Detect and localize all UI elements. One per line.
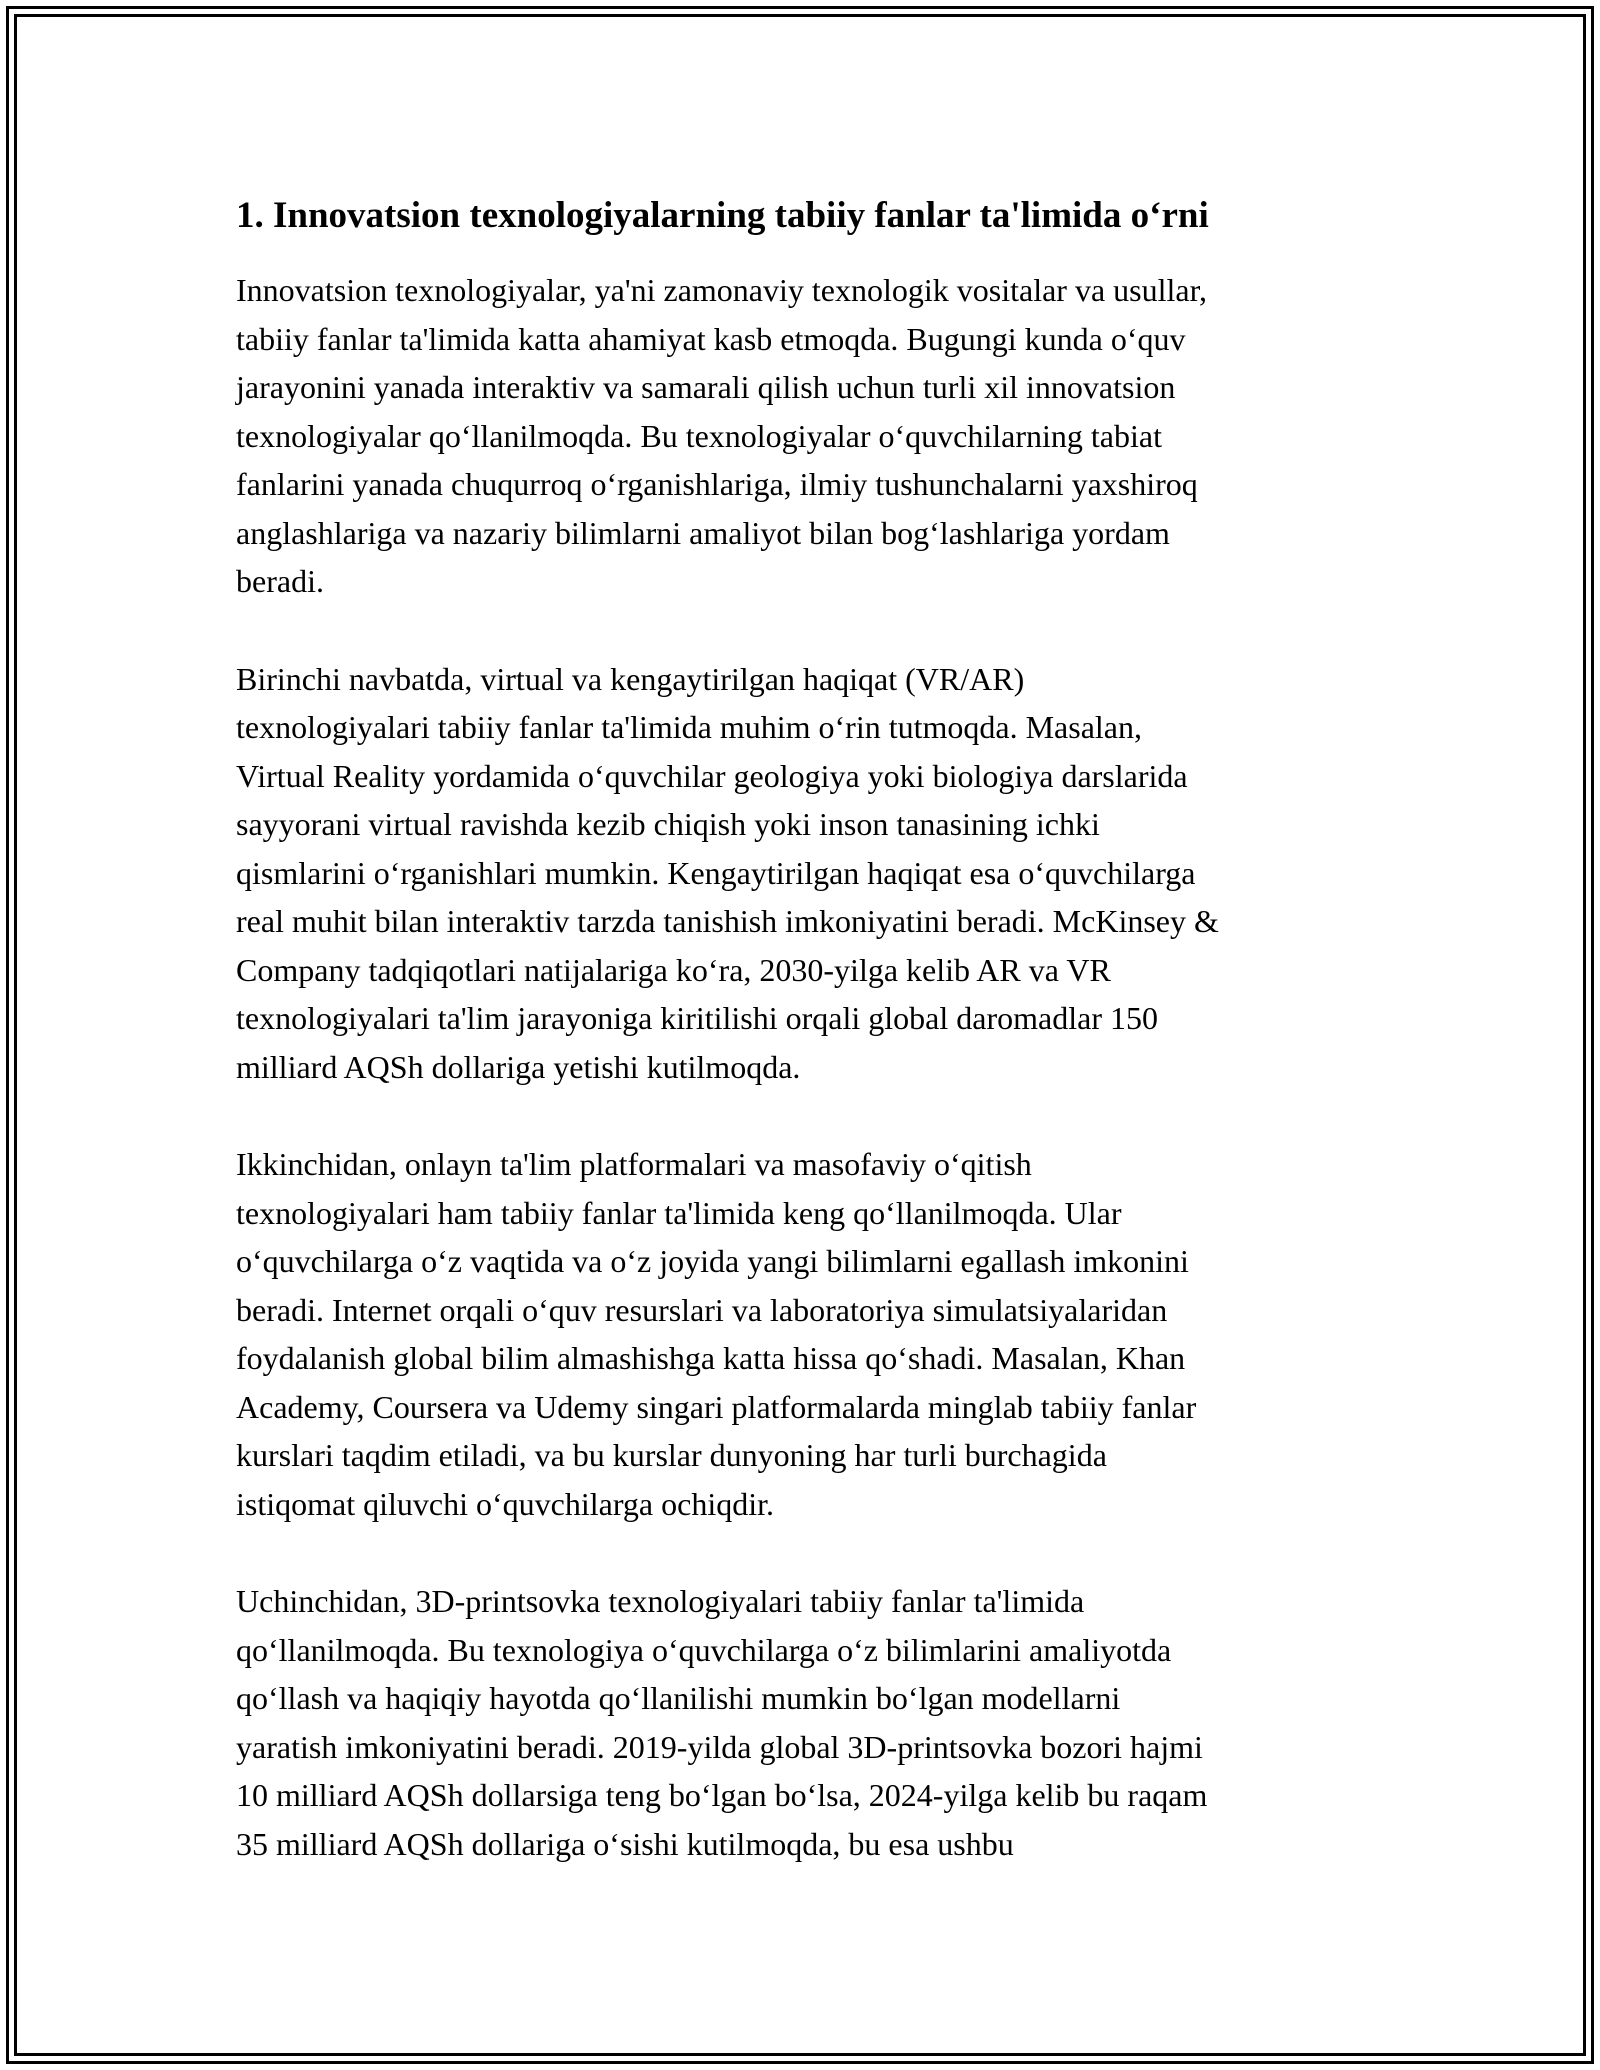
paragraph-vr-ar: Birinchi navbatda, virtual va kengaytirilgan haqiqat (VR/AR) texnologiyalari tabiiy fanlar ta'limida muhim o‘rin tutmoqda. Masalan, Virtual Reality yordamida o‘quvchilar geologiya yoki biologiya darslarida sayyorani virtual ravishda kezib chiqish yoki inson tanasining ichki qismlarini o‘rganishlari mumkin. Kengaytirilgan haqiqat esa o‘quvchilarga real muhit bilan interaktiv tarzda tanishish imkoniyatini beradi. McKinsey & Company tadqiqotlari natijalariga ko‘ra, 2030-yilga kelib AR va VR texnologiyalari ta'lim jarayoniga kiritilishi orqali global daromadlar 150 milliard AQSh dollariga yetishi kutilmoqda. [236,660,1219,1085]
section-heading: 1. Innovatsion texnologiyalarning tabiiy fanlar ta'limida o‘rni [236,195,1209,236]
paragraph-intro: Innovatsion texnologiyalar, ya'ni zamonaviy texnologik vositalar va usullar, tabiiy fanlar ta'limida katta ahamiyat kasb etmoqda. Bugungi kunda o‘quv jarayonini yanada interaktiv va samarali qilish uchun turli xil innovatsion texnologiyalar qo‘llanilmoqda. Bu texnologiyalar o‘quvchilarning tabiat fanlarini yanada chuqurroq o‘rganishlariga, ilmiy tushunchalarni yaxshiroq anglashlariga va nazariy bilimlarni amaliyot bilan bog‘lashlariga yordam beradi. [236,272,1207,599]
document-body [236,190,1366,1917]
paragraph-3d-printing: Uchinchidan, 3D-printsovka texnologiyalari tabiiy fanlar ta'limida qo‘llanilmoqda. Bu texnologiya o‘quvchilarga o‘z bilimlarini amaliyotda qo‘llash va haqiqiy hayotda qo‘llanilishi mumkin bo‘lgan modellarni yaratish imkoniyatini beradi. 2019-yilda global 3D-printsovka bozori hajmi 10 milliard AQSh dollarsiga teng bo‘lgan bo‘lsa, 2024-yilga kelib bu raqam 35 milliard AQSh dollariga o‘sishi kutilmoqda, bu esa ushbu [236,1583,1208,1862]
paragraph-online-learning: Ikkinchidan, onlayn ta'lim platformalari va masofaviy o‘qitish texnologiyalari ham tabiiy fanlar ta'limida keng qo‘llanilmoqda. Ular o‘quvchilarga o‘z vaqtida va o‘z joyida yangi bilimlarni egallash imkonini beradi. Internet orqali o‘quv resurslari va laboratoriya simulatsiyalaridan foydalanish global bilim almashishga katta hissa qo‘shadi. Masalan, Khan Academy, Coursera va Udemy singari platformalarda minglab tabiiy fanlar kurslari taqdim etiladi, va bu kurslar dunyoning har turli burchagida istiqomat qiluvchi o‘quvchilarga ochiqdir. [236,1146,1197,1522]
